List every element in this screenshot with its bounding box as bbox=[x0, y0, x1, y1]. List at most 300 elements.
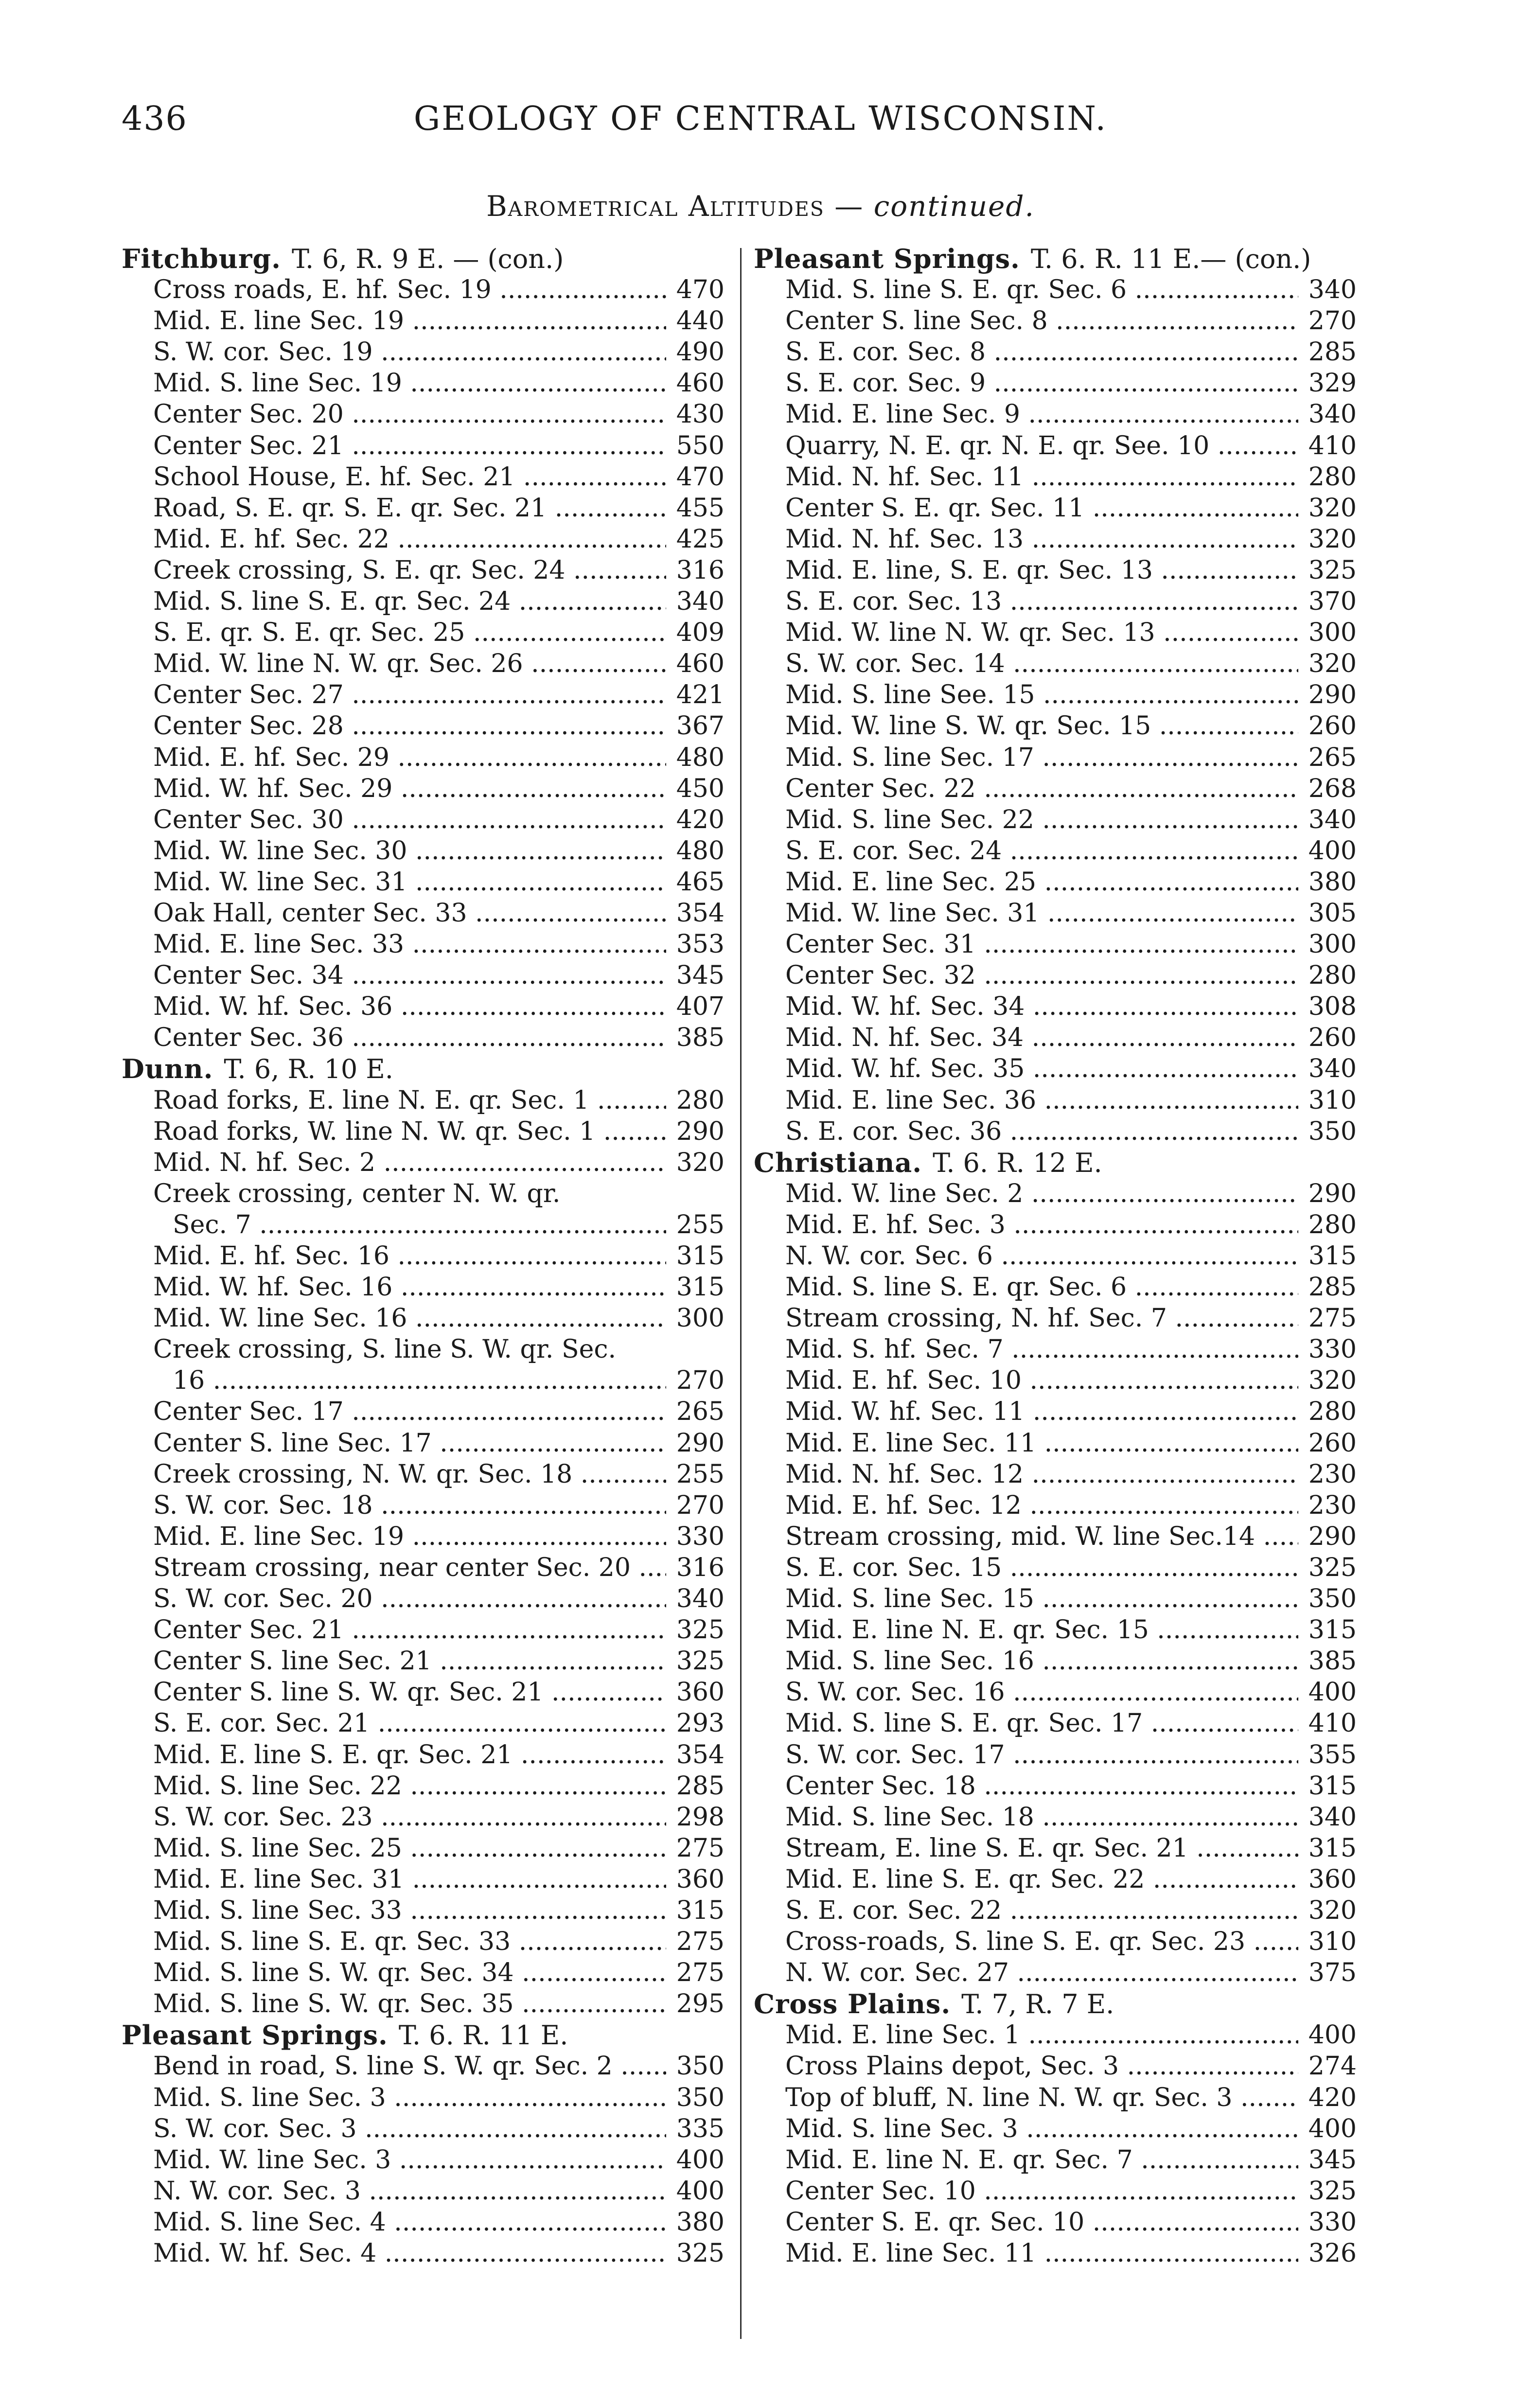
altitude-value: 410 bbox=[1308, 431, 1357, 460]
altitude-value: 350 bbox=[1308, 1584, 1357, 1614]
altitude-value: 290 bbox=[1308, 1522, 1357, 1551]
altitude-value: 400 bbox=[1308, 2020, 1357, 2050]
altitude-value: 280 bbox=[676, 1085, 725, 1115]
altitude-value: 330 bbox=[1308, 2207, 1357, 2237]
altitude-row bbox=[754, 1771, 1357, 1802]
town-name: Christiana. bbox=[754, 1147, 922, 1178]
altitude-value: 470 bbox=[676, 462, 725, 492]
altitude-value: 470 bbox=[676, 275, 725, 305]
location-label: N. W. cor. Sec. 6 ..... bbox=[754, 1240, 1298, 1272]
location-label: S. E. cor. Sec. 13 ..... bbox=[754, 586, 1298, 617]
township-range: T. 6, R. 9 E. — (con.) bbox=[291, 244, 564, 274]
altitude-row bbox=[754, 1334, 1357, 1365]
location-label: Mid. S. line Sec. 33 ..... bbox=[122, 1895, 666, 1926]
altitude-row bbox=[122, 461, 725, 493]
town-heading bbox=[754, 1147, 1357, 1178]
altitude-value: 380 bbox=[1308, 867, 1357, 897]
altitude-value: 430 bbox=[676, 400, 725, 429]
section-title-text: Barometrical Altitudes bbox=[486, 190, 825, 223]
altitude-row bbox=[122, 773, 725, 804]
location-label: Mid. W. line Sec. 31 ..... bbox=[754, 898, 1298, 929]
altitude-row bbox=[122, 1147, 725, 1178]
location-label: Mid. S. line Sec. 16 ..... bbox=[754, 1646, 1298, 1677]
location-label: Center S. E. qr. Sec. 11 ..... bbox=[754, 493, 1298, 524]
altitude-row bbox=[754, 1396, 1357, 1427]
altitude-value: 340 bbox=[1308, 1802, 1357, 1832]
altitude-row bbox=[122, 1739, 725, 1771]
location-label: Mid. E. hf. Sec. 10 ..... bbox=[754, 1365, 1298, 1396]
altitude-row bbox=[122, 1209, 725, 1240]
altitude-row bbox=[122, 274, 725, 305]
altitude-row bbox=[122, 710, 725, 742]
altitude-row bbox=[754, 1833, 1357, 1864]
altitude-row bbox=[122, 399, 725, 430]
altitude-value: 375 bbox=[1308, 1958, 1357, 1988]
altitude-row bbox=[754, 742, 1357, 773]
altitude-value: 400 bbox=[1308, 836, 1357, 866]
altitude-value: 354 bbox=[676, 898, 725, 928]
location-label: Top of bluff, N. line N. W. qr. Sec. 3 ..... bbox=[754, 2082, 1298, 2113]
altitude-row bbox=[122, 835, 725, 867]
location-label: S. W. cor. Sec. 20 ..... bbox=[122, 1583, 666, 1614]
location-label: Mid. E. line, S. E. qr. Sec. 13 ..... bbox=[754, 555, 1298, 586]
altitude-row bbox=[754, 710, 1357, 742]
altitude-row bbox=[122, 1303, 725, 1334]
altitude-value: 320 bbox=[676, 1148, 725, 1177]
altitude-row bbox=[122, 1272, 725, 1303]
altitude-row bbox=[754, 960, 1357, 991]
location-label: S. E. cor. Sec. 9 ..... bbox=[754, 368, 1298, 399]
location-label: Mid. N. hf. Sec. 12 ..... bbox=[754, 1459, 1298, 1490]
town-heading-label bbox=[754, 243, 1357, 275]
altitude-row bbox=[122, 1802, 725, 1833]
altitude-value: 315 bbox=[676, 1273, 725, 1302]
altitude-row bbox=[754, 399, 1357, 430]
altitude-row bbox=[754, 1521, 1357, 1552]
location-label: Center Sec. 20 ..... bbox=[122, 399, 666, 430]
location-label: Mid. S. line S. E. qr. Sec. 6 ..... bbox=[754, 1272, 1298, 1303]
altitude-row bbox=[122, 1459, 725, 1490]
left-column bbox=[122, 243, 725, 2269]
altitude-row bbox=[754, 1303, 1357, 1334]
location-label: Mid. W. hf. Sec. 35 ..... bbox=[754, 1053, 1298, 1084]
altitude-row bbox=[754, 1552, 1357, 1583]
location-label: Center Sec. 18 ..... bbox=[754, 1771, 1298, 1802]
location-label: Mid. E. line N. E. qr. Sec. 15 ..... bbox=[754, 1614, 1298, 1646]
town-heading-label bbox=[122, 243, 725, 275]
location-label: Mid. W. hf. Sec. 16 ..... bbox=[122, 1272, 666, 1303]
altitude-value: 255 bbox=[676, 1210, 725, 1239]
altitude-row bbox=[754, 1053, 1357, 1084]
location-label: Sec. 7 ..... bbox=[122, 1209, 666, 1240]
altitude-value: 320 bbox=[1308, 649, 1357, 679]
altitude-row bbox=[754, 835, 1357, 867]
altitude-value: 275 bbox=[676, 1927, 725, 1957]
location-label: Creek crossing, S. E. qr. Sec. 24 ..... bbox=[122, 555, 666, 586]
location-label: Mid. E. hf. Sec. 22 ..... bbox=[122, 524, 666, 555]
altitude-row bbox=[754, 305, 1357, 336]
location-label: Mid. E. line S. E. qr. Sec. 21 ..... bbox=[122, 1739, 666, 1771]
altitude-row bbox=[122, 2144, 725, 2176]
location-label: Mid. E. hf. Sec. 16 ..... bbox=[122, 1240, 666, 1272]
altitude-value: 329 bbox=[1308, 369, 1357, 398]
location-label: Mid. E. hf. Sec. 29 ..... bbox=[122, 742, 666, 773]
location-label: S. W. cor. Sec. 19 ..... bbox=[122, 336, 666, 368]
altitude-value: 410 bbox=[1308, 1709, 1357, 1738]
altitude-value: 315 bbox=[1308, 1615, 1357, 1645]
location-label: Mid. N. hf. Sec. 34 ..... bbox=[754, 1022, 1298, 1053]
altitude-row bbox=[754, 1116, 1357, 1147]
location-label: Mid. N. hf. Sec. 13 ..... bbox=[754, 524, 1298, 555]
altitude-value: 480 bbox=[676, 836, 725, 866]
altitude-row bbox=[754, 2238, 1357, 2269]
altitude-value: 354 bbox=[676, 1740, 725, 1770]
altitude-value: 425 bbox=[676, 524, 725, 554]
town-name: Cross Plains. bbox=[754, 1988, 951, 2020]
altitude-value: 421 bbox=[676, 680, 725, 710]
location-label: School House, E. hf. Sec. 21 ..... bbox=[122, 461, 666, 493]
altitude-row bbox=[754, 274, 1357, 305]
altitude-row bbox=[122, 960, 725, 991]
altitude-row bbox=[122, 1428, 725, 1459]
altitude-value: 290 bbox=[1308, 1179, 1357, 1208]
altitude-value: 293 bbox=[676, 1709, 725, 1738]
altitude-value: 320 bbox=[1308, 1895, 1357, 1925]
altitude-row bbox=[754, 1365, 1357, 1396]
section-title-continued: continued. bbox=[873, 190, 1035, 223]
altitude-value: 325 bbox=[676, 1615, 725, 1645]
location-label: Mid. S. hf. Sec. 7 ..... bbox=[754, 1334, 1298, 1365]
altitude-row bbox=[122, 2238, 725, 2269]
altitude-row bbox=[754, 1085, 1357, 1116]
altitude-value: 280 bbox=[1308, 961, 1357, 991]
altitude-value: 450 bbox=[676, 774, 725, 803]
location-label: Mid. E. line Sec. 19 ..... bbox=[122, 305, 666, 336]
location-label: Mid. S. line See. 15 ..... bbox=[754, 679, 1298, 710]
town-heading bbox=[122, 2019, 725, 2051]
town-heading bbox=[754, 243, 1357, 274]
location-label: S. W. cor. Sec. 16 ..... bbox=[754, 1677, 1298, 1708]
altitude-row bbox=[122, 1116, 725, 1147]
location-label: Mid. S. line Sec. 25 ..... bbox=[122, 1833, 666, 1864]
altitude-row bbox=[122, 1022, 725, 1053]
township-range: T. 6, R. 10 E. bbox=[224, 1054, 393, 1085]
altitude-value: 316 bbox=[676, 1553, 725, 1582]
altitude-value: 320 bbox=[1308, 524, 1357, 554]
location-label: Creek crossing, N. W. qr. Sec. 18 ..... bbox=[122, 1459, 666, 1490]
altitude-row bbox=[754, 929, 1357, 960]
location-label: Mid. W. line N. W. qr. Sec. 13 ..... bbox=[754, 617, 1298, 648]
altitude-value: 300 bbox=[1308, 930, 1357, 959]
location-label: Center Sec. 17 ..... bbox=[122, 1396, 666, 1427]
altitude-row bbox=[754, 2051, 1357, 2082]
location-label: Mid. S. line Sec. 19 ..... bbox=[122, 368, 666, 399]
altitude-row bbox=[122, 1240, 725, 1272]
altitude-value: 305 bbox=[1308, 898, 1357, 928]
location-label: S. E. cor. Sec. 36 ..... bbox=[754, 1116, 1298, 1147]
township-range: T. 6. R. 11 E. bbox=[398, 2020, 568, 2051]
altitude-row bbox=[122, 2207, 725, 2238]
location-label: Mid. W. hf. Sec. 34 ..... bbox=[754, 991, 1298, 1022]
altitude-value: 320 bbox=[1308, 1366, 1357, 1396]
altitude-value: 300 bbox=[1308, 618, 1357, 648]
location-label: S. W. cor. Sec. 14 ..... bbox=[754, 648, 1298, 679]
altitude-value: 460 bbox=[676, 369, 725, 398]
location-label: Center Sec. 28 ..... bbox=[122, 710, 666, 742]
altitude-row bbox=[122, 648, 725, 679]
altitude-value: 298 bbox=[676, 1802, 725, 1832]
altitude-row bbox=[122, 2082, 725, 2113]
altitude-value: 370 bbox=[1308, 587, 1357, 617]
altitude-row bbox=[754, 1428, 1357, 1459]
location-label: Mid. S. line Sec. 22 ..... bbox=[754, 804, 1298, 835]
altitude-value: 320 bbox=[1308, 493, 1357, 523]
altitude-value: 360 bbox=[676, 1678, 725, 1707]
altitude-value: 315 bbox=[1308, 1833, 1357, 1863]
altitude-row bbox=[754, 1272, 1357, 1303]
altitude-value: 285 bbox=[676, 1771, 725, 1801]
altitude-value: 400 bbox=[676, 2145, 725, 2175]
altitude-value: 315 bbox=[676, 1241, 725, 1271]
location-label: Mid. E. line N. E. qr. Sec. 7 ..... bbox=[754, 2144, 1298, 2176]
location-label: Center Sec. 21 ..... bbox=[122, 430, 666, 461]
location-label: Road forks, E. line N. E. qr. Sec. 1 ..... bbox=[122, 1085, 666, 1116]
location-label: Mid. E. line Sec. 11 ..... bbox=[754, 1428, 1298, 1459]
altitude-value: 550 bbox=[676, 431, 725, 460]
town-name: Dunn. bbox=[122, 1053, 213, 1085]
altitude-value: 280 bbox=[1308, 462, 1357, 492]
location-label: Center S. line Sec. 8 ..... bbox=[754, 305, 1298, 336]
altitude-value: 380 bbox=[676, 2207, 725, 2237]
altitude-row bbox=[122, 2176, 725, 2207]
location-label: Center Sec. 36 ..... bbox=[122, 1022, 666, 1053]
location-label: Mid. S. line Sec. 17 ..... bbox=[754, 742, 1298, 773]
altitude-value: 300 bbox=[676, 1304, 725, 1333]
location-label: S. E. cor. Sec. 21 ..... bbox=[122, 1708, 666, 1739]
altitude-value: 325 bbox=[1308, 1553, 1357, 1582]
location-label: Road forks, W. line N. W. qr. Sec. 1 ..... bbox=[122, 1116, 666, 1147]
location-label: Center S. line S. W. qr. Sec. 21 ..... bbox=[122, 1677, 666, 1708]
location-label: Mid. E. line Sec. 33 ..... bbox=[122, 929, 666, 960]
location-label: S. E. cor. Sec. 24 ..... bbox=[754, 835, 1298, 867]
altitude-row bbox=[754, 368, 1357, 399]
location-label: Stream crossing, N. hf. Sec. 7 ..... bbox=[754, 1303, 1298, 1334]
location-label: Oak Hall, center Sec. 33 ..... bbox=[122, 898, 666, 929]
town-heading-label bbox=[122, 1053, 725, 1085]
altitude-value: 285 bbox=[1308, 1273, 1357, 1302]
town-heading bbox=[122, 243, 725, 274]
altitude-value: 367 bbox=[676, 711, 725, 741]
location-label: S. W. cor. Sec. 23 ..... bbox=[122, 1802, 666, 1833]
town-heading-label bbox=[754, 1147, 1357, 1179]
altitude-value: 290 bbox=[676, 1116, 725, 1146]
altitude-row bbox=[754, 1614, 1357, 1646]
location-label: Center Sec. 30 ..... bbox=[122, 804, 666, 835]
altitude-row bbox=[122, 1614, 725, 1646]
altitude-value: 310 bbox=[1308, 1927, 1357, 1957]
location-label: Center Sec. 32 ..... bbox=[754, 960, 1298, 991]
altitude-value: 310 bbox=[1308, 1085, 1357, 1115]
altitude-row bbox=[122, 493, 725, 524]
altitude-row bbox=[122, 1708, 725, 1739]
altitude-row bbox=[122, 991, 725, 1022]
altitude-row bbox=[122, 1521, 725, 1552]
altitude-row bbox=[754, 1459, 1357, 1490]
altitude-row bbox=[754, 1957, 1357, 1988]
altitude-row bbox=[754, 1864, 1357, 1895]
altitude-row bbox=[754, 867, 1357, 898]
altitude-value: 316 bbox=[676, 555, 725, 585]
altitude-row bbox=[754, 1926, 1357, 1957]
location-label: Mid. S. line Sec. 15 ..... bbox=[754, 1583, 1298, 1614]
location-label: Mid. S. line Sec. 4 ..... bbox=[122, 2207, 666, 2238]
location-label: S. E. qr. S. E. qr. Sec. 25 ..... bbox=[122, 617, 666, 648]
location-label: Quarry, N. E. qr. N. E. qr. See. 10 ..... bbox=[754, 430, 1298, 461]
altitude-row bbox=[122, 305, 725, 336]
location-label: Mid. W. line Sec. 16 ..... bbox=[122, 1303, 666, 1334]
location-label: Center Sec. 34 ..... bbox=[122, 960, 666, 991]
altitude-value: 340 bbox=[1308, 275, 1357, 305]
altitude-value: 330 bbox=[676, 1522, 725, 1551]
altitude-value: 274 bbox=[1308, 2052, 1357, 2081]
altitude-value: 325 bbox=[676, 1647, 725, 1676]
altitude-value: 420 bbox=[676, 805, 725, 834]
location-label: N. W. cor. Sec. 27 ..... bbox=[754, 1957, 1298, 1988]
location-label: N. W. cor. Sec. 3 ..... bbox=[122, 2176, 666, 2207]
altitude-value: 230 bbox=[1308, 1459, 1357, 1489]
altitude-row bbox=[754, 586, 1357, 617]
altitude-row bbox=[754, 461, 1357, 493]
location-label: Center Sec. 22 ..... bbox=[754, 773, 1298, 804]
location-label: Mid. S. line S. E. qr. Sec. 24 ..... bbox=[122, 586, 666, 617]
altitude-value: 340 bbox=[676, 1584, 725, 1614]
altitude-value: 275 bbox=[1308, 1304, 1357, 1333]
altitude-value: 455 bbox=[676, 493, 725, 523]
location-label: Mid. W. line S. W. qr. Sec. 15 ..... bbox=[754, 710, 1298, 742]
location-label: Mid. S. line Sec. 22 ..... bbox=[122, 1771, 666, 1802]
location-label: Mid. E. line Sec. 11 ..... bbox=[754, 2238, 1298, 2269]
altitude-row bbox=[754, 1802, 1357, 1833]
altitude-value: 465 bbox=[676, 867, 725, 897]
altitude-value: 285 bbox=[1308, 337, 1357, 367]
location-label: Mid. S. line S. E. qr. Sec. 6 ..... bbox=[754, 274, 1298, 305]
altitude-row bbox=[122, 1365, 725, 1396]
altitude-value: 350 bbox=[1308, 1116, 1357, 1146]
altitude-row bbox=[754, 898, 1357, 929]
location-label: Center Sec. 10 ..... bbox=[754, 2176, 1298, 2207]
altitude-value: 340 bbox=[1308, 805, 1357, 834]
altitude-value: 308 bbox=[1308, 992, 1357, 1022]
altitude-row bbox=[122, 336, 725, 368]
altitude-row bbox=[122, 1396, 725, 1427]
altitude-row bbox=[122, 898, 725, 929]
township-range: T. 6. R. 11 E.— (con.) bbox=[1030, 244, 1311, 274]
location-label: S. E. cor. Sec. 8 ..... bbox=[754, 336, 1298, 368]
altitude-value: 490 bbox=[676, 337, 725, 367]
township-range: T. 7, R. 7 E. bbox=[961, 1989, 1114, 2020]
location-label: Mid. W. line Sec. 31 ..... bbox=[122, 867, 666, 898]
altitude-value: 355 bbox=[1308, 1740, 1357, 1770]
altitude-value: 350 bbox=[676, 2052, 725, 2081]
section-title-dash: — bbox=[824, 190, 874, 223]
right-column bbox=[754, 243, 1357, 2269]
altitude-row bbox=[754, 430, 1357, 461]
location-label: Mid. S. line S. W. qr. Sec. 34 ..... bbox=[122, 1957, 666, 1988]
altitude-value: 340 bbox=[1308, 400, 1357, 429]
altitude-row bbox=[122, 804, 725, 835]
location-label: Mid. W. line Sec. 2 ..... bbox=[754, 1178, 1298, 1209]
altitude-row bbox=[754, 1646, 1357, 1677]
altitude-row bbox=[754, 617, 1357, 648]
altitude-value: 325 bbox=[1308, 2176, 1357, 2206]
altitude-value: 265 bbox=[1308, 743, 1357, 772]
location-label: Mid. S. line Sec. 3 ..... bbox=[122, 2082, 666, 2113]
town-name: Pleasant Springs. bbox=[754, 243, 1020, 274]
altitude-row bbox=[122, 679, 725, 710]
altitude-row bbox=[754, 2019, 1357, 2051]
altitude-value: 315 bbox=[676, 1895, 725, 1925]
altitude-value: 275 bbox=[676, 1958, 725, 1988]
altitude-value: 400 bbox=[676, 2176, 725, 2206]
altitude-row bbox=[122, 555, 725, 586]
altitude-value: 420 bbox=[1308, 2083, 1357, 2112]
location-label: Mid. W. line N. W. qr. Sec. 26 ..... bbox=[122, 648, 666, 679]
location-label: Center Sec. 31 ..... bbox=[754, 929, 1298, 960]
location-label: Mid. E. line Sec. 1 ..... bbox=[754, 2019, 1298, 2051]
altitude-row bbox=[122, 430, 725, 461]
town-name: Fitchburg. bbox=[122, 243, 281, 274]
altitude-value: 345 bbox=[676, 961, 725, 991]
altitude-value: 360 bbox=[676, 1864, 725, 1894]
location-label: Creek crossing, S. line S. W. qr. Sec. bbox=[153, 1335, 617, 1364]
location-label: S. W. cor. Sec. 18 ..... bbox=[122, 1490, 666, 1521]
altitude-row bbox=[754, 1209, 1357, 1240]
altitude-value: 345 bbox=[1308, 2145, 1357, 2175]
altitude-row bbox=[754, 1708, 1357, 1739]
altitude-row bbox=[122, 1988, 725, 2019]
altitude-value: 275 bbox=[676, 1833, 725, 1863]
altitude-value: 255 bbox=[676, 1459, 725, 1489]
altitude-value: 326 bbox=[1308, 2239, 1357, 2268]
location-label: Mid. S. line Sec. 18 ..... bbox=[754, 1802, 1298, 1833]
altitude-value: 353 bbox=[676, 930, 725, 959]
altitude-row bbox=[122, 1833, 725, 1864]
location-label: Mid. E. line Sec. 31 ..... bbox=[122, 1864, 666, 1895]
altitude-table bbox=[122, 243, 1399, 2344]
altitude-row bbox=[754, 2082, 1357, 2113]
location-label: Mid. E. line Sec. 25 ..... bbox=[754, 867, 1298, 898]
location-label: Stream crossing, near center Sec. 20 ..... bbox=[122, 1552, 666, 1583]
altitude-row bbox=[122, 2051, 725, 2082]
altitude-value: 407 bbox=[676, 992, 725, 1022]
altitude-value: 290 bbox=[1308, 680, 1357, 710]
altitude-value: 400 bbox=[1308, 1678, 1357, 1707]
town-heading bbox=[122, 1053, 725, 1084]
location-label: Mid. S. line S. E. qr. Sec. 17 ..... bbox=[754, 1708, 1298, 1739]
altitude-row bbox=[754, 1178, 1357, 1209]
altitude-row bbox=[122, 1895, 725, 1926]
location-label: Creek crossing, center N. W. qr. bbox=[153, 1179, 561, 1208]
altitude-value: 385 bbox=[676, 1023, 725, 1053]
altitude-value: 260 bbox=[1308, 1428, 1357, 1458]
altitude-value: 230 bbox=[1308, 1490, 1357, 1520]
altitude-row bbox=[754, 2176, 1357, 2207]
location-label: Cross-roads, S. line S. E. qr. Sec. 23 ..... bbox=[754, 1926, 1298, 1957]
altitude-row bbox=[754, 991, 1357, 1022]
town-name: Pleasant Springs. bbox=[122, 2019, 388, 2051]
altitude-value: 280 bbox=[1308, 1210, 1357, 1239]
location-label: Mid. W. hf. Sec. 29 ..... bbox=[122, 773, 666, 804]
